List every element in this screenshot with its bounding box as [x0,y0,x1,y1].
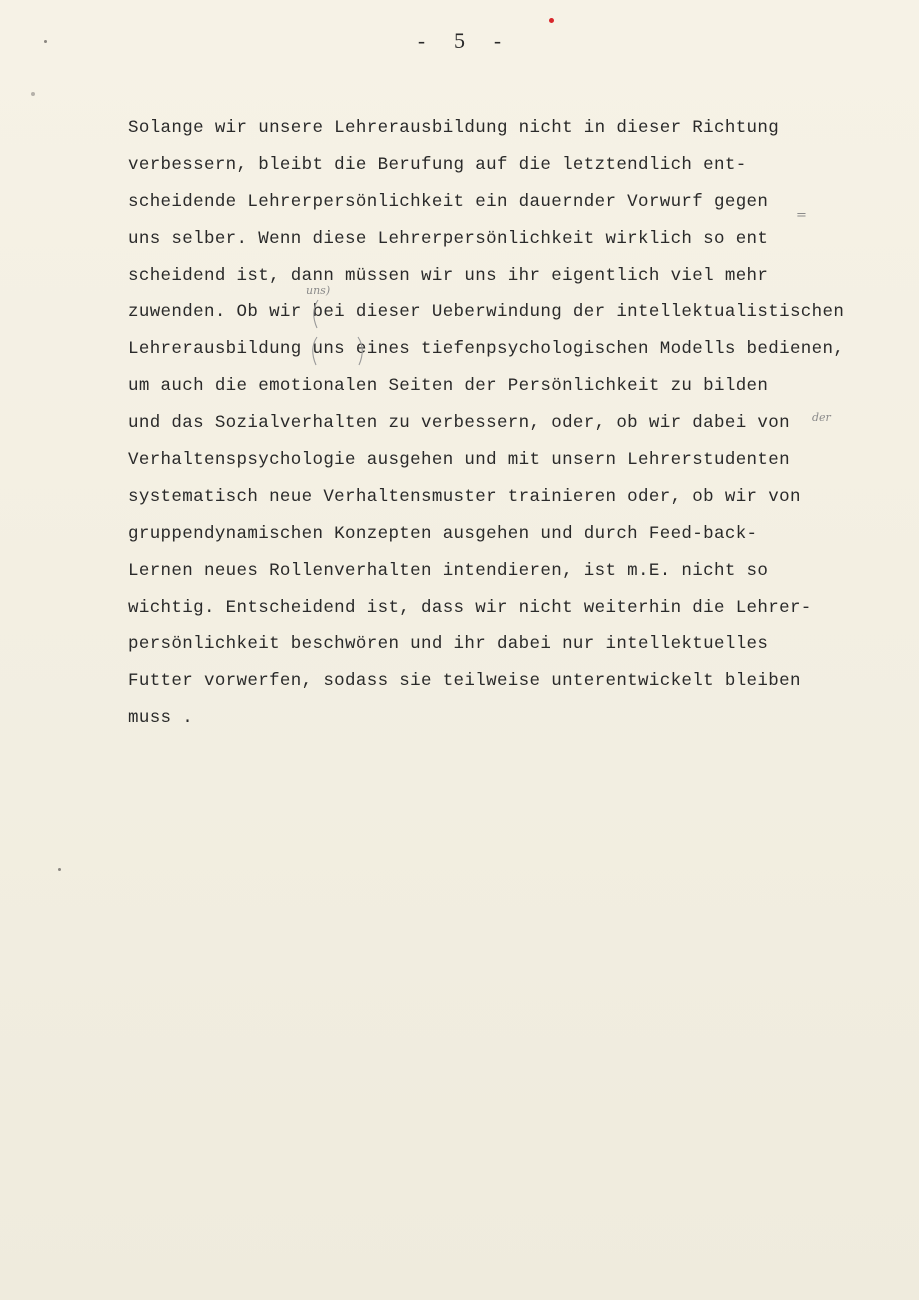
text-line: muss . [128,708,194,729]
typed-paragraph [128,110,898,737]
text-line: zuwenden. Ob wir bei dieser Ueberwindung der intellektualistischen [128,302,845,323]
pencil-bracket-mark [354,333,368,369]
text-line: gruppendynamischen Konzepten ausgehen und durch Feed-back- [128,523,758,544]
text-line: scheidend ist, dann müssen wir uns ihr eigentlich viel mehr [128,265,769,286]
pencil-annotation: uns) [306,284,331,297]
pencil-annotation: der [812,411,831,424]
text-line: scheidende Lehrerpersönlichkeit ein dauernder Vorwurf gegen [128,191,769,212]
text-line: Solange wir unsere Lehrerausbildung nicht in dieser Richtung [128,118,780,138]
text-line: wichtig. Entscheidend ist, dass wir nicht weiterhin die Lehrer- [128,597,812,618]
page-number: - 5 - [415,28,504,55]
pencil-bracket-mark [307,333,321,369]
text-line: Verhaltenspsychologie ausgehen und mit unsern Lehrerstudenten [128,450,790,471]
pencil-annotation: = [796,208,807,223]
ink-spot [549,18,554,23]
text-line: systematisch neue Verhaltensmuster trainieren oder, ob wir von [128,486,801,507]
text-line: uns selber. Wenn diese Lehrerpersönlichkeit wirklich so ent [128,228,769,249]
text-line: verbessern, bleibt die Berufung auf die letztendlich ent- [128,154,747,175]
text-line: persönlichkeit beschwören und ihr dabei nur intellektuelles [128,634,769,655]
paper-speck [31,92,35,96]
text-line: Lehrerausbildung uns eines tiefenpsychologischen Modells bedienen, [128,339,845,360]
text-line: Lernen neues Rollenverhalten intendieren, ist m.E. nicht so [128,560,769,581]
paper-speck [58,868,61,871]
pencil-bracket-mark [308,296,322,332]
text-line: um auch die emotionalen Seiten der Persönlichkeit zu bilden [128,376,769,397]
text-line: Futter vorwerfen, sodass sie teilweise unterentwickelt bleiben [128,671,801,692]
text-line: und das Sozialverhalten zu verbessern, oder, ob wir dabei von [128,413,790,434]
